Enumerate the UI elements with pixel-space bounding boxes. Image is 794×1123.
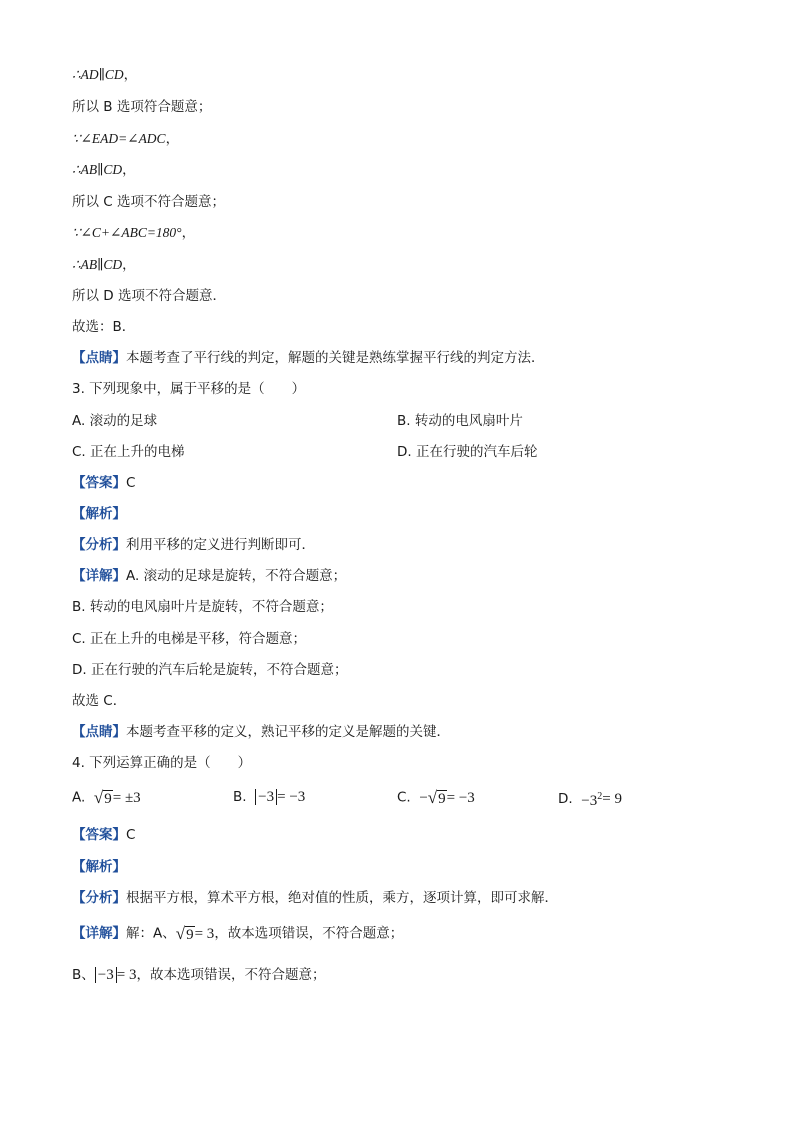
xiangjie-text: 解：A、 <box>126 925 176 942</box>
minus-sign: − <box>419 789 428 806</box>
q3-xiangjie-c: C. 正在上升的电梯是平移，符合题意； <box>72 631 307 647</box>
absolute-value: −3 <box>255 789 277 805</box>
section-tag: 【解析】 <box>72 859 126 875</box>
section-tag: 【详解】 <box>72 568 126 584</box>
radical-sign: √ <box>93 788 104 807</box>
question-4-stem: 4. 下列运算正确的是（ ） <box>72 755 252 771</box>
q4-xiangjie-a <box>72 924 403 943</box>
section-tag: 【分析】 <box>72 537 126 553</box>
expression-rhs: = 3 <box>194 925 215 942</box>
proof-line-7 <box>72 256 136 274</box>
dianjing-line <box>72 349 545 367</box>
sqrt-expression <box>94 788 113 807</box>
expression-rhs: = −3 <box>446 789 475 806</box>
expression-rhs: = ±3 <box>112 789 141 806</box>
fenxi-text: 根据平方根，算术平方根，绝对值的性质，乘方，逐项计算，即可求解． <box>126 890 558 906</box>
q3-xiangjie-b: B. 转动的电风扇叶片是旋转，不符合题意； <box>72 599 333 615</box>
radicand: 9 <box>104 791 112 807</box>
q4-option-c <box>397 788 475 807</box>
power-base: −3 <box>581 793 598 809</box>
punctuation: ， <box>181 225 196 241</box>
punctuation: ， <box>123 67 138 83</box>
punctuation: ， <box>122 257 136 273</box>
math-text: ∵∠EAD=∠ADC <box>72 131 166 146</box>
q3-xiangjie-a <box>72 567 346 585</box>
math-text: ∴AD∥CD <box>72 67 124 82</box>
q4-xiangjie-b <box>72 966 325 984</box>
proof-line-9: 故选：B． <box>72 319 136 335</box>
math-text: ∴AB∥CD <box>72 257 123 272</box>
expression-rhs: = 9 <box>602 791 622 807</box>
sqrt-expression <box>176 924 195 943</box>
section-tag: 【点睛】 <box>72 724 126 740</box>
section-tag: 【分析】 <box>72 890 126 906</box>
proof-line-6 <box>72 224 195 242</box>
xiangjie-text: ，故本选项错误，不符合题意； <box>136 967 326 983</box>
radicand: 9 <box>186 927 194 943</box>
radical-sign: √ <box>427 788 438 807</box>
q3-option-a: A. 滚动的足球 <box>72 413 158 429</box>
q3-fenxi <box>72 536 315 554</box>
radicand: 9 <box>438 791 446 807</box>
q3-xiangjie-d: D. 正在行驶的汽车后轮是旋转，不符合题意； <box>72 662 348 678</box>
expression-rhs: = 3 <box>116 967 137 983</box>
proof-line-5: 所以 C 选项不符合题意； <box>72 194 226 210</box>
fenxi-text: 利用平移的定义进行判断即可． <box>126 537 315 553</box>
q3-option-d: D. 正在行驶的汽车后轮 <box>397 444 538 460</box>
question-3-stem: 3. 下列现象中，属于平移的是（ ） <box>72 381 306 397</box>
proof-line-4 <box>72 161 136 179</box>
q4-option-b <box>233 788 305 806</box>
section-tag: 【解析】 <box>72 506 126 522</box>
proof-line-3 <box>72 130 179 148</box>
section-tag: 【点睛】 <box>72 350 126 366</box>
xiangjie-text: ，故本选项错误，不符合题意； <box>214 925 404 942</box>
section-tag: 【答案】 <box>72 475 126 491</box>
q3-answer <box>72 474 135 492</box>
radical-sign: √ <box>175 924 186 943</box>
q4-answer <box>72 826 135 844</box>
option-label: B、 <box>72 967 95 983</box>
q3-dianjing <box>72 723 450 741</box>
exponent: 2 <box>597 791 603 802</box>
proof-line-8: 所以 D 选项不符合题意． <box>72 288 226 304</box>
punctuation: ， <box>165 131 180 147</box>
math-text: ∴AB∥CD <box>72 162 123 177</box>
q3-analysis-tag <box>72 505 126 523</box>
q3-choose: 故选 C． <box>72 693 127 709</box>
answer-value: C <box>126 475 136 491</box>
punctuation: ， <box>122 162 136 178</box>
dianjing-text: 本题考查平移的定义，熟记平移的定义是解题的关键． <box>126 724 450 740</box>
q4-fenxi <box>72 889 558 907</box>
xiangjie-text: A. 滚动的足球是旋转，不符合题意； <box>126 568 347 584</box>
option-label: B. <box>233 789 247 805</box>
answer-value: C <box>126 827 136 843</box>
power-expression <box>581 788 602 810</box>
absolute-value: −3 <box>95 967 117 983</box>
proof-line-1 <box>72 66 137 84</box>
dianjing-text: 本题考查了平行线的判定，解题的关键是熟练掌握平行线的判定方法． <box>126 350 545 366</box>
option-label: A. <box>72 789 86 806</box>
q3-option-c: C. 正在上升的电梯 <box>72 444 185 460</box>
q4-analysis-tag <box>72 858 126 876</box>
option-label: C. <box>397 789 411 806</box>
math-text: ∵∠C+∠ABC=180° <box>72 225 182 240</box>
q3-option-b: B. 转动的电风扇叶片 <box>397 413 523 429</box>
section-tag: 【详解】 <box>72 925 126 942</box>
q4-option-d <box>558 788 622 810</box>
q4-option-a <box>72 788 141 807</box>
option-label: D. <box>558 791 573 807</box>
section-tag: 【答案】 <box>72 827 126 843</box>
sqrt-expression <box>428 788 447 807</box>
proof-line-2: 所以 B 选项符合题意； <box>72 99 212 115</box>
expression-rhs: = −3 <box>277 789 306 805</box>
